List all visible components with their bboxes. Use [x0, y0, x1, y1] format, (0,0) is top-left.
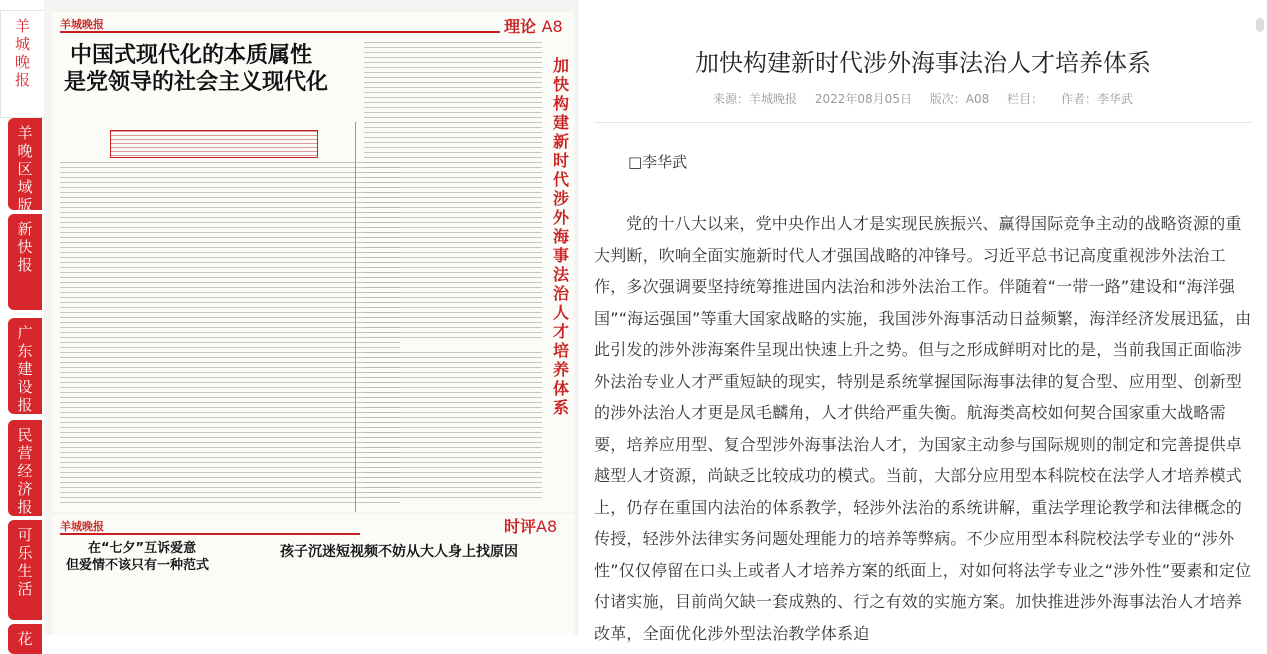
column-divider	[355, 122, 356, 512]
tab-more[interactable]	[8, 624, 42, 654]
masthead-rule	[60, 533, 360, 535]
page-number: A8	[541, 17, 563, 36]
masthead-logo: 羊城晚报	[60, 520, 104, 533]
article-paragraph: 党的十八大以来，党中央作出人才是实现民族振兴、赢得国际竞争主动的战略资源的重大判断，吹响全面实施新时代人才强国战略的冲锋号。习近平总书记高度重视涉外法治工作，多次强调要坚持统筹推进国内法治和涉外法治工作。伴随着“一带一路”建设和“海洋强国”“海运强国”等重大国家战略的实施，我国涉外海事活动日益频繁，海洋经济发展迅猛，由此引发的涉外涉海案件呈现出快速上升之势。但与之形成鲜明对比的是，当前我国正面临涉外法治专业人才严重短缺的现实，特别是系统掌握国际海事法律的复合型、应用型、创新型的涉外法治人才更是凤毛麟角，人才供给严重失衡。航海类高校如何契合国家重大战略需要，培养应用型、复合型涉外海事法治人才，为国家主动参与国际规则的制定和完善提供卓越型人才资源，尚缺乏比较成功的模式。当前，大部分应用型本科院校在法学人才培养模式上，仍存在重国内法治的体系教学，轻涉外法治的系统讲解，重法学理论教学和法律概念的传授，轻涉外法律实务问题处理能力的培养等弊病。不少应用型本科院校法学专业的“涉外性”仅仅停留在口头上或者人才培养方案的纸面上，对如何将法学专业之“涉外性”要素和定位付诸实施，目前尚欠缺一套成熟的、行之有效的实施方案。加快推进涉外海事法治人才培养改革，全面优化涉外型法治教学体系迫	[594, 214, 1252, 643]
newspaper-page-image[interactable]	[44, 0, 577, 635]
meta-edition: 版次：A08	[929, 92, 990, 106]
meta-column: 栏目：	[1007, 92, 1044, 106]
abstract-box	[110, 130, 318, 158]
section-label-commentary	[504, 514, 557, 537]
tab-yangcheng-evening-news[interactable]	[0, 10, 44, 118]
section-name: 理论	[504, 17, 537, 36]
bottom-headline-left[interactable]	[66, 540, 209, 574]
meta-author: 作者：李华武	[1060, 92, 1133, 106]
page-headline[interactable]	[64, 42, 328, 96]
right-text-columns-lower	[364, 352, 542, 502]
tab-xinkuaibao[interactable]	[8, 214, 42, 310]
scrollbar-thumb[interactable]	[1256, 18, 1264, 32]
meta-source: 来源：羊城晚报	[713, 92, 798, 106]
page-a8-top[interactable]	[52, 12, 574, 512]
headline-line-2: 是党领导的社会主义现代化	[64, 70, 329, 95]
masthead-logo: 羊城晚报	[60, 18, 104, 31]
tab-guangdong-construction[interactable]	[8, 318, 42, 414]
tab-label: 可乐生活	[17, 526, 33, 598]
article-text-columns	[60, 162, 400, 507]
headline-line-1: 在“七夕”互诉爱意	[88, 541, 197, 556]
tab-label: 民营经济报	[17, 426, 33, 516]
bottom-headline-right[interactable]: 孩子沉迷短视频不妨从大人身上找原因	[280, 544, 518, 560]
edition-tab-rail	[0, 0, 44, 648]
article-title: 加快构建新时代涉外海事法治人才培养体系	[695, 49, 1151, 77]
section-label-theory	[504, 14, 563, 37]
vertical-article-headline[interactable]: 加快构建新时代涉外海事法治人才培养体系	[552, 56, 569, 417]
headline-line-2: 但爱情不该只有一种范式	[66, 558, 210, 573]
article-byline: □李华武	[628, 153, 688, 171]
page-a8-bottom[interactable]	[52, 514, 574, 635]
tab-label: 羊城晚报	[14, 17, 30, 89]
tab-yangwan-regional[interactable]	[8, 118, 42, 214]
tab-label: 新快报	[17, 220, 33, 274]
tab-kele-life[interactable]	[8, 520, 42, 620]
tab-label: 羊晚区域版	[17, 124, 33, 214]
section-name: 时评	[504, 517, 537, 536]
title-divider	[594, 122, 1252, 123]
headline-line-1: 中国式现代化的本质属性	[70, 43, 313, 68]
tab-private-economy[interactable]	[8, 420, 42, 516]
article-pane	[577, 0, 1267, 643]
article-meta	[578, 90, 1267, 107]
page-number: A8	[536, 517, 558, 536]
masthead-rule	[60, 31, 500, 33]
tab-label: 广东建设报	[17, 324, 33, 414]
meta-date: 2022年08月05日	[814, 92, 912, 106]
tab-label: 花	[17, 630, 33, 648]
right-text-columns	[364, 42, 542, 342]
